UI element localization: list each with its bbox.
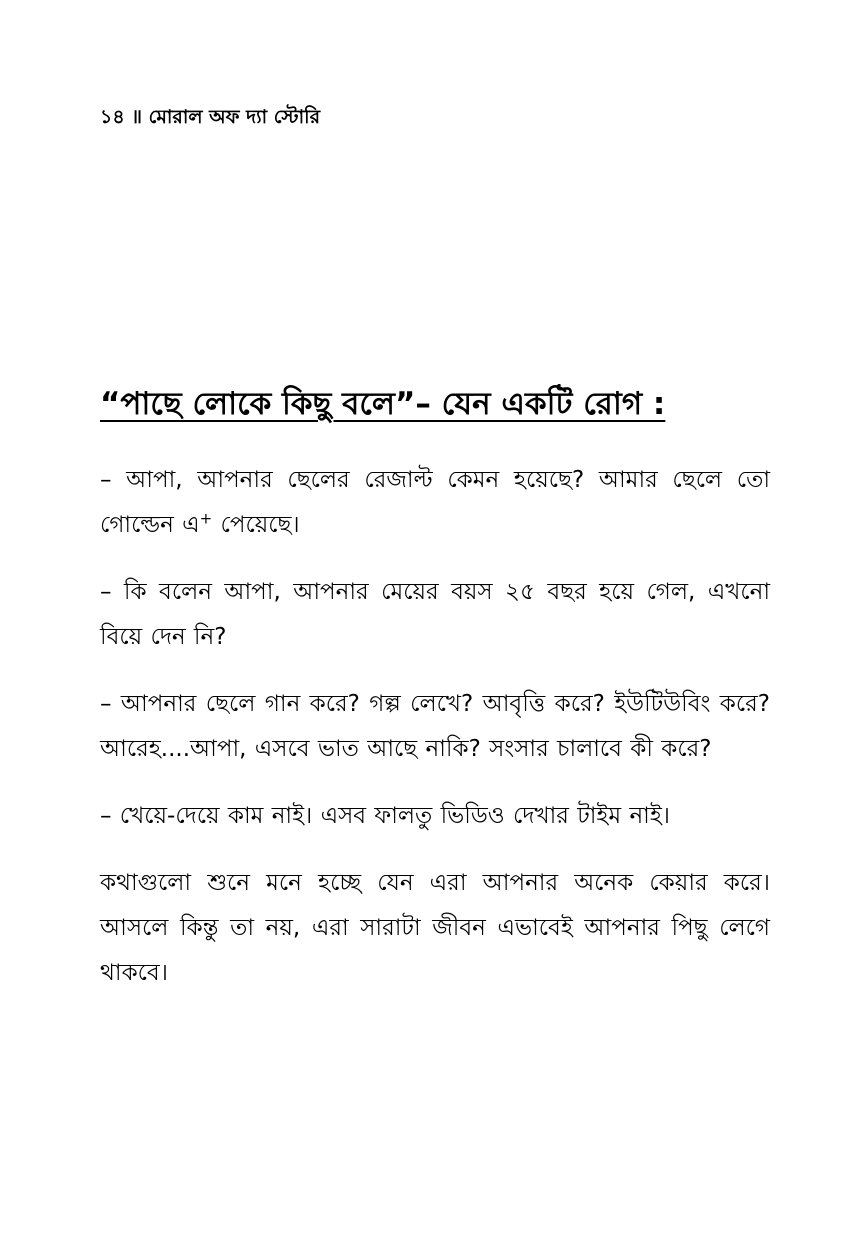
paragraph-2: – কি বলেন আপা, আপনার মেয়ের বয়স ২৫ বছর হয়ে গেল, এখনো বিয়ে দেন নি? xyxy=(100,579,770,650)
running-header: ১৪ ॥ মোরাল অফ দ্যা স্টোরি xyxy=(100,106,321,128)
article-title: “পাছে লোকে কিছু বলে”– যেন একটি রোগ : xyxy=(100,386,666,422)
paragraph-5: কথাগুলো শুনে মনে হচ্ছে যেন এরা আপনার অনেক কেয়ার করে। আসলে কিন্তু তা নয়, এরা সারাটা জীবন এভাবেই আপনার পিছু লেগে থাকবে। xyxy=(100,870,770,986)
grade-plus-superscript: + xyxy=(199,509,213,528)
article-body xyxy=(100,458,770,1018)
paragraph-1-text: – আপা, আপনার ছেলের রেজাল্ট কেমন হয়েছে? আমার ছেলে তো গোল্ডেন এ xyxy=(100,467,770,538)
paragraph-3: – আপনার ছেলে গান করে? গল্প লেখে? আবৃত্তি করে? ইউটিউবিং করে? আরেহ....আপা, এসবে ভাত আছে নাকি? সংসার চালাবে কী করে? xyxy=(100,691,770,762)
paragraph-1 xyxy=(100,458,770,548)
paragraph-1-text-end: পেয়েছে। xyxy=(212,512,300,538)
paragraph-4: – খেয়ে-দেয়ে কাম নাই। এসব ফালতু ভিডিও দেখার টাইম নাই। xyxy=(100,803,671,829)
